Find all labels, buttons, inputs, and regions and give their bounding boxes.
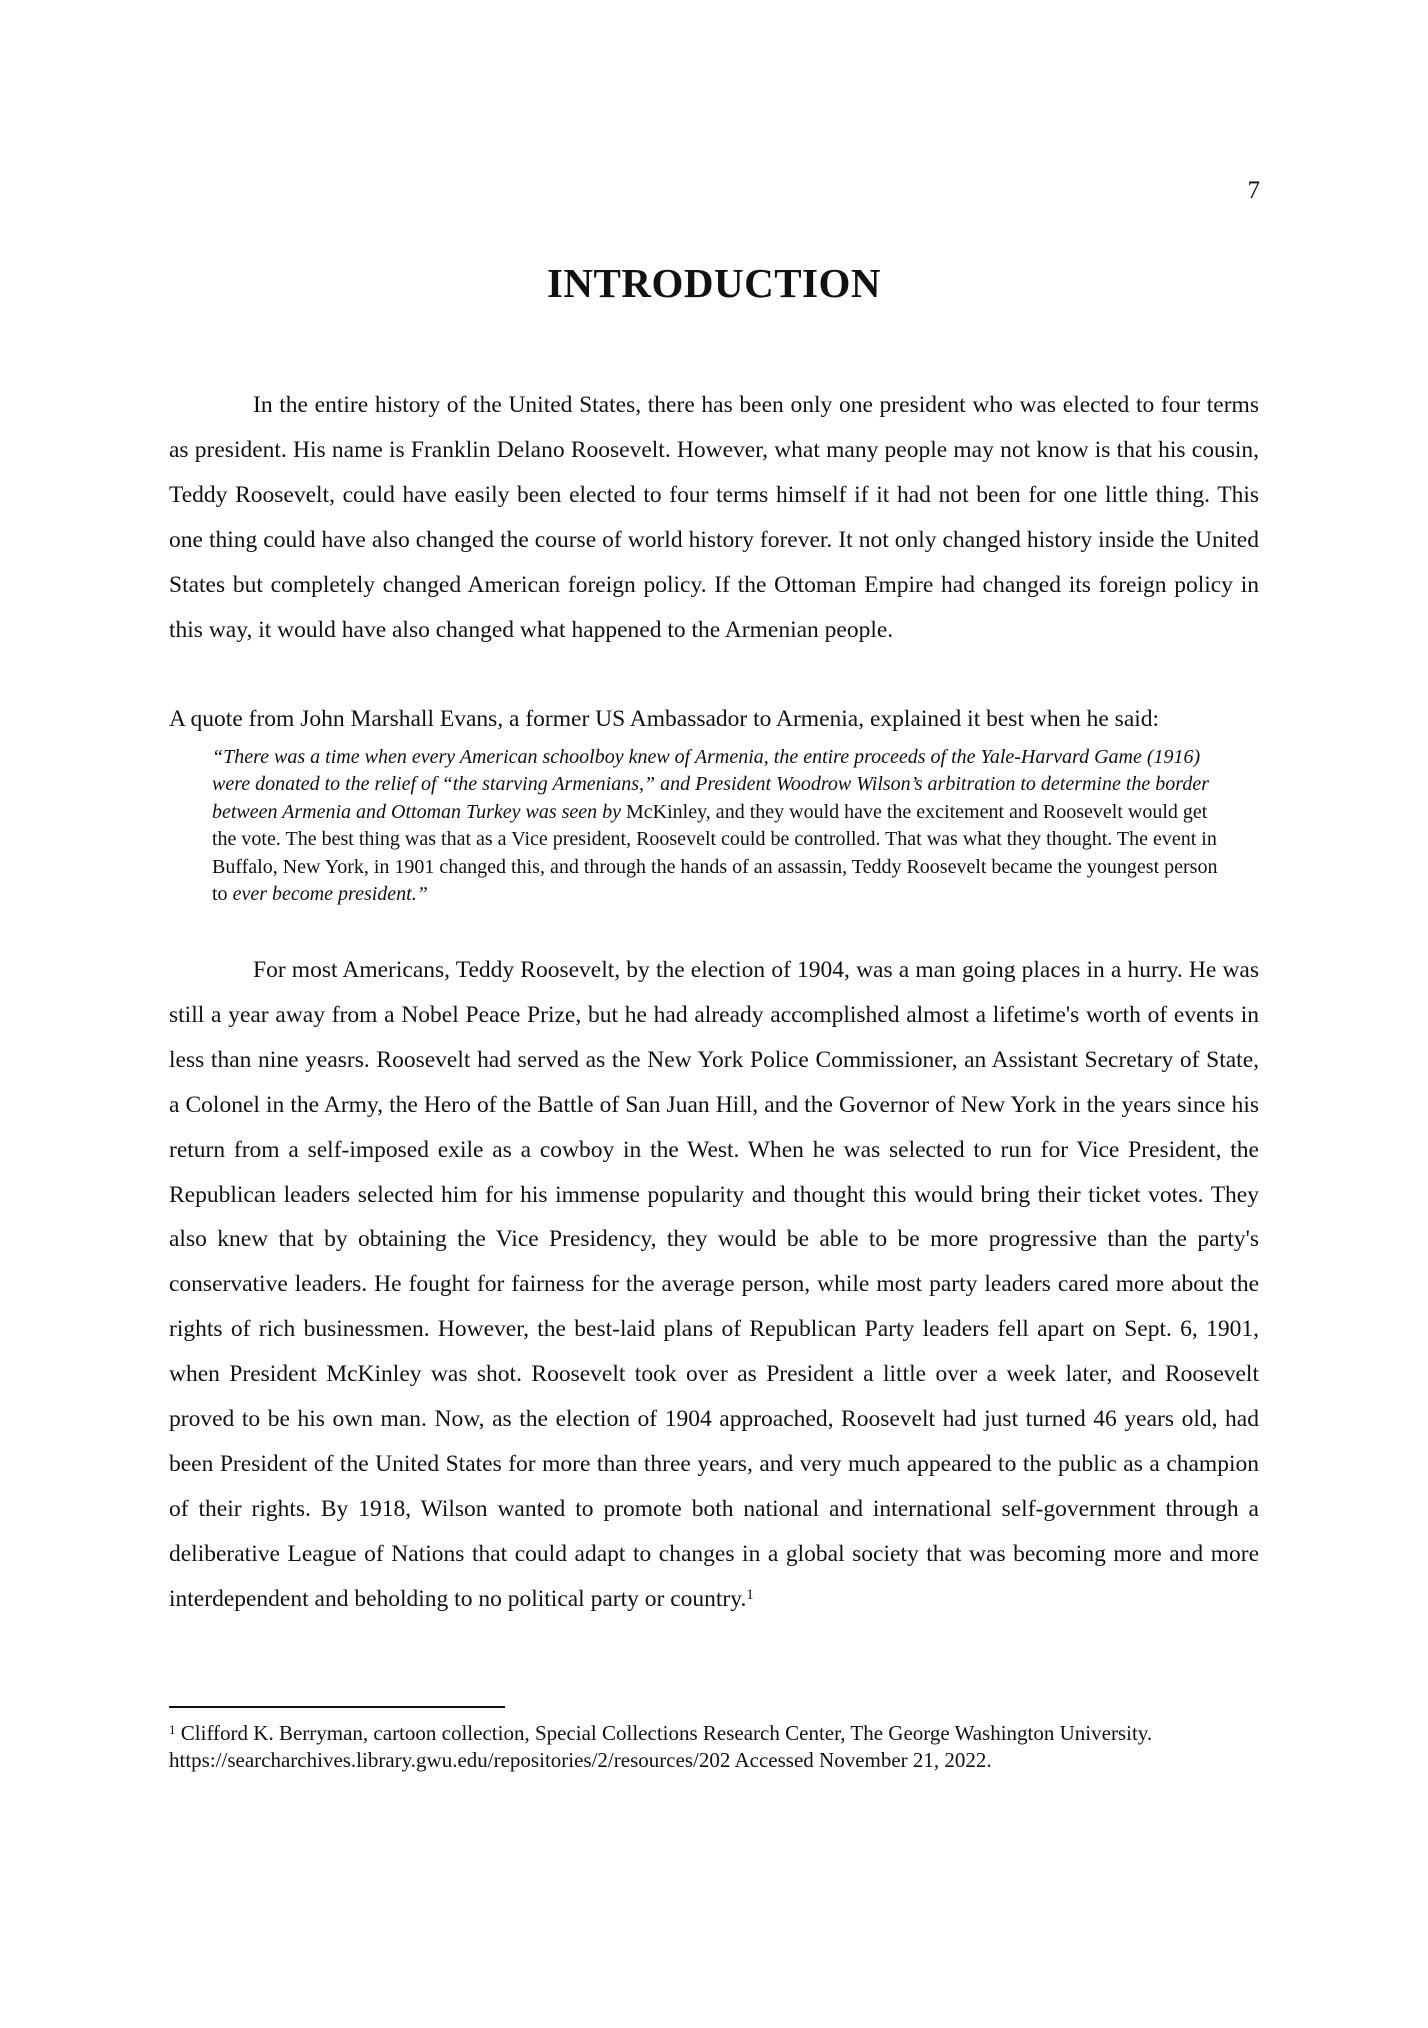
page-number: 7 [1247,177,1260,204]
paragraph-roosevelt-text: For most Americans, Teddy Roosevelt, by the election of 1904, was a man going places in a hurry. He was still a year away from a Nobel Peace Prize, but he had already accomplished almost a lifetime's worth of events in less than nine yeasrs. Roosevelt had served as the New York Police Commissioner, an Assistant Secretary of State, a Colonel in the Army, the Hero of the Battle of San Juan Hill, and the Governor of New York in the years since his return from a self-imposed exile as a cowboy in the West. When he was selected to run for Vice President, the Republican leaders selected him for his immense popularity and thought this would bring their ticket votes. They also knew that by obtaining the Vice Presidency, they would be able to be more progressive than the party's conservative leaders. He fought for fairness for the average person, while most party leaders cared more about the rights of rich businessmen. However, the best-laid plans of Republican Party leaders fell apart on Sept. 6, 1901, when President McKinley was shot. Roosevelt took over as President a little over a week later, and Roosevelt proved to be his own man. Now, as the election of 1904 approached, Roosevelt had just turned 46 years old, had been President of the United States for more than three years, and very much appeared to the public as a champion of their rights. By 1918, Wilson wanted to promote both national and international self-government through a deliberative League of Nations that could adapt to changes in a global society that was becoming more and more interdependent and beholding to no political party or country. [169,957,1259,1612]
quote-italic-text: “There was a time when every American schoolboy knew of Armenia, the entire proceeds of the Yale-Harvard Game (1916) were donated to the relief of “the starving Armenians,” and President Woodrow Wilson’s arbitration to determine the border between Armenia and Ottoman Turkey was seen by [212,746,1210,823]
page-title: INTRODUCTION [546,260,882,306]
paragraph-intro: In the entire history of the United States, there has been only one president who was elected to four terms as president. His name is Franklin Delano Roosevelt. However, what many people may not know is that his cousin, Teddy Roosevelt, could have easily been elected to four terms himself if it had not been for one little thing. This one thing could have also changed the course of world history forever. It not only changed history inside the United States but completely changed American foreign policy. If the Ottoman Empire had changed its foreign policy in this way, it would have also changed what happened to the Armenian people. [169,392,1259,643]
footnote-marker: 1 [169,1722,176,1737]
paragraph-quote-lead: A quote from John Marshall Evans, a former US Ambassador to Armenia, explained it best when he said: [169,706,1160,732]
footnote-reference[interactable]: 1 [746,1586,754,1603]
footnote [169,1720,1259,1774]
footnote-text: Clifford K. Berryman, cartoon collection, Special Collections Research Center, The George Washington University. https://searcharchives.library.gwu.edu/repositories/2/resources/202 Accessed November 21, 2022. [169,1721,1153,1772]
footnote-divider [169,1706,505,1708]
block-quote [212,744,1232,908]
quote-regular-text: McKinley, and they would have the excitement and Roosevelt would get the vote. The best thing was that as a Vice president, Roosevelt could be controlled. That was what they thought. The event in Buffalo, New York, in 1901 changed this, and through the hands of an assassin, Teddy Roosevelt became the youngest person to [212,800,1218,906]
paragraph-roosevelt [169,948,1259,1622]
quote-italic-end: ever become president.” [232,883,428,906]
